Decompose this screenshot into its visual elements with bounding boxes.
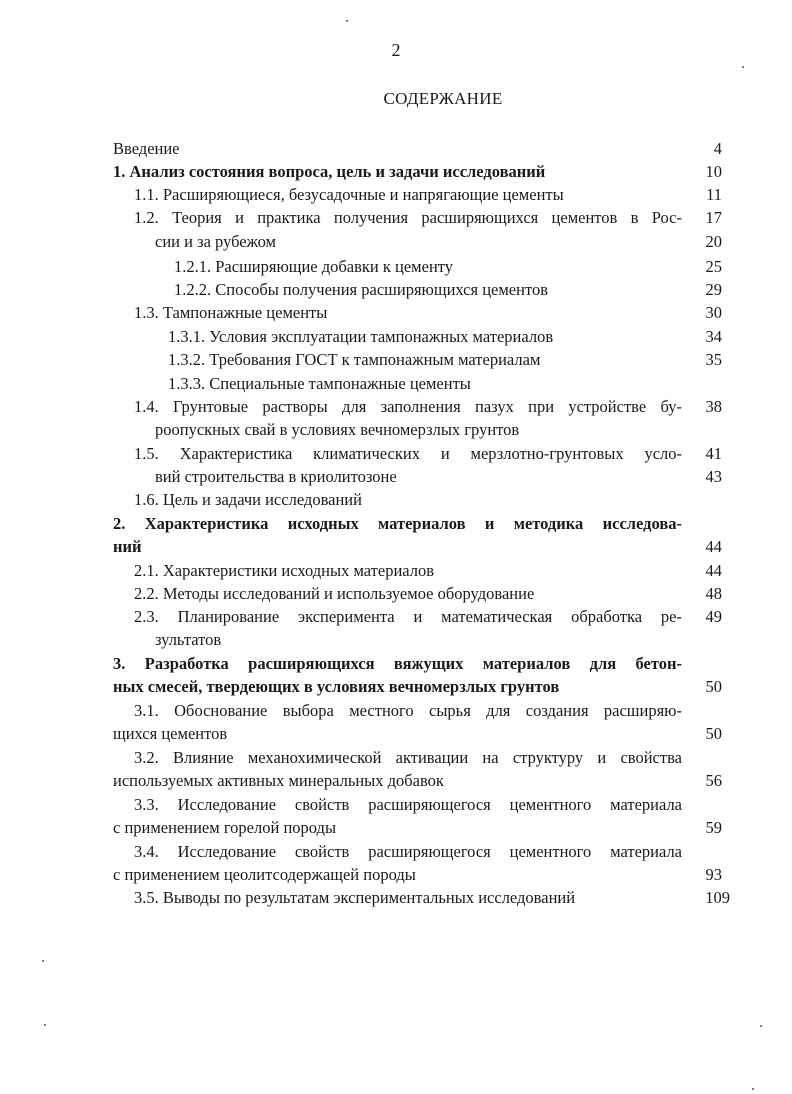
- toc-1-2-page1: 17: [705, 208, 722, 227]
- toc-2-3-line1: 2.3. Планирование эксперимента и математическая обработка ре-: [134, 607, 682, 626]
- scan-speck: [742, 66, 744, 68]
- scan-speck: [346, 20, 348, 22]
- toc-1-3-2: 1.3.2. Требования ГОСТ к тампонажным материалам: [168, 350, 541, 369]
- toc-3-2-page: 56: [705, 771, 722, 790]
- toc-3-3-line2: с применением горелой породы: [113, 818, 337, 837]
- toc-1-1-page: 11: [706, 185, 722, 204]
- toc-3-5-page: 109: [705, 888, 730, 907]
- toc-1-2-line1: 1.2. Теория и практика получения расширяющихся цементов в Рос-: [134, 208, 682, 227]
- toc-3-4-line2: с применением цеолитсодержащей породы: [113, 865, 416, 884]
- toc-3-1-line1: 3.1. Обоснование выбора местного сырья для создания расширяю-: [134, 701, 682, 720]
- toc-1-2-2: 1.2.2. Способы получения расширяющихся цементов: [174, 280, 548, 299]
- toc-1-2-1-page: 25: [705, 257, 722, 276]
- toc-1-6: 1.6. Цель и задачи исследований: [134, 490, 362, 509]
- toc-section-3-line1: 3. Разработка расширяющихся вяжущих материалов для бетон-: [113, 654, 682, 673]
- toc-1-5-line2: вий строительства в криолитозоне: [155, 467, 397, 486]
- toc-3-5: 3.5. Выводы по результатам экспериментальных исследований: [134, 888, 576, 907]
- toc-1-4-page: 38: [705, 397, 722, 416]
- toc-3-2-line2: используемых активных минеральных добавок: [113, 771, 444, 790]
- toc-1-3-2-page: 35: [705, 350, 722, 369]
- toc-1-2-1: 1.2.1. Расширяющие добавки к цементу: [174, 257, 454, 276]
- scan-speck: [760, 1025, 762, 1027]
- toc-section-1: 1. Анализ состояния вопроса, цель и задачи исследований: [113, 162, 546, 181]
- toc-section-1-page: 10: [705, 162, 722, 181]
- toc-3-2-line1: 3.2. Влияние механохимической активации на структуру и свойства: [134, 748, 682, 767]
- toc-3-4-page: 93: [705, 865, 722, 884]
- toc-1-3-1: 1.3.1. Условия эксплуатации тампонажных материалов: [168, 327, 554, 346]
- toc-3-3-line1: 3.3. Исследование свойств расширяющегося цементного материала: [134, 795, 682, 814]
- toc-1-5-page2: 43: [705, 467, 722, 486]
- toc-section-2-line1: 2. Характеристика исходных материалов и методика исследова-: [113, 514, 682, 533]
- scan-speck: [752, 1088, 754, 1090]
- toc-3-1-line2: щихся цементов: [113, 724, 228, 743]
- toc-2-2-page: 48: [705, 584, 722, 603]
- page-title: СОДЕРЖАНИЕ: [383, 89, 503, 108]
- toc-1-2-2-page: 29: [705, 280, 722, 299]
- toc-1-3-page: 30: [705, 303, 722, 322]
- toc-1-5-page1: 41: [705, 444, 722, 463]
- toc-2-1-page: 44: [705, 561, 722, 580]
- toc-1-2-line2: сии и за рубежом: [155, 232, 276, 251]
- toc-2-3-page: 49: [705, 607, 722, 626]
- toc-section-2-page: 44: [705, 537, 722, 556]
- toc-1-2-page2: 20: [705, 232, 722, 251]
- toc-section-3-line2: ных смесей, твердеющих в условиях вечномерзлых грунтов: [113, 677, 560, 696]
- scan-speck: [44, 1024, 46, 1026]
- toc-1-3-3: 1.3.3. Специальные тампонажные цементы: [168, 374, 471, 393]
- page-number: 2: [391, 40, 401, 60]
- toc-2-2: 2.2. Методы исследований и используемое оборудование: [134, 584, 535, 603]
- toc-1-5-line1: 1.5. Характеристика климатических и мерзлотно-грунтовых усло-: [134, 444, 682, 463]
- toc-intro-text: Введение: [113, 139, 180, 158]
- toc-3-3-page: 59: [705, 818, 722, 837]
- toc-intro-page: 4: [713, 139, 722, 158]
- toc-2-1: 2.1. Характеристики исходных материалов: [134, 561, 435, 580]
- toc-section-2-line2: ний: [113, 537, 142, 556]
- toc-1-3-1-page: 34: [705, 327, 722, 346]
- toc-1-4-line1: 1.4. Грунтовые растворы для заполнения пазух при устройстве бу-: [134, 397, 682, 416]
- toc-2-3-line2: зультатов: [155, 630, 222, 649]
- toc-3-1-page: 50: [705, 724, 722, 743]
- toc-1-4-line2: роопускных свай в условиях вечномерзлых грунтов: [155, 420, 520, 439]
- toc-3-4-line1: 3.4. Исследование свойств расширяющегося цементного материала: [134, 842, 682, 861]
- toc-1-1: 1.1. Расширяющиеся, безусадочные и напрягающие цементы: [134, 185, 564, 204]
- scan-speck: [42, 960, 44, 962]
- toc-section-3-page: 50: [705, 677, 722, 696]
- toc-1-3: 1.3. Тампонажные цементы: [134, 303, 328, 322]
